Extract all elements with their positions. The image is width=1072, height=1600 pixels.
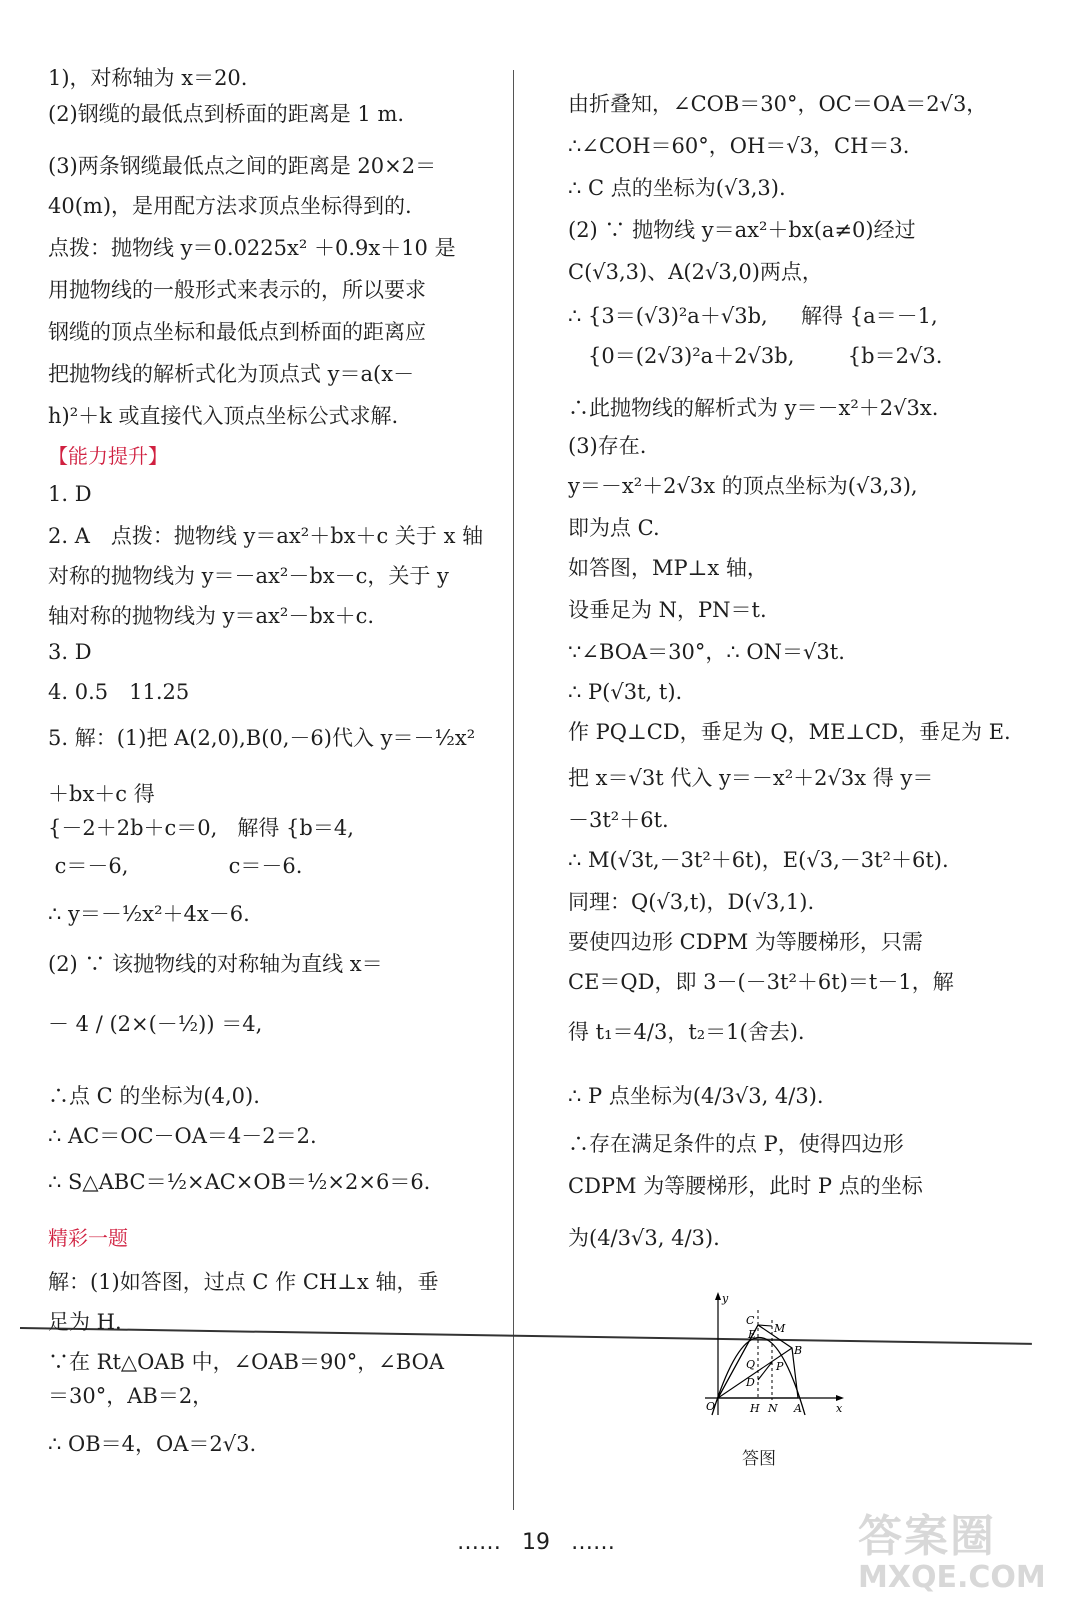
text-line: (2) ∵ 抛物线 y＝ax²＋bx(a≠0)经过 [568, 218, 916, 242]
text-line: 设垂足为 N，PN＝t. [568, 598, 767, 622]
text-line: 点拨：抛物线 y＝0.0225x² ＋0.9x＋10 是 [48, 236, 456, 260]
text-line: ∵在 Rt△OAB 中，∠OAB＝90°，∠BOA [48, 1350, 444, 1374]
text-line: ∴∠COH＝60°，OH＝√3，CH＝3. [568, 134, 910, 158]
figure-label: C [746, 1314, 755, 1327]
watermark-text: 答案圈 [858, 1511, 996, 1562]
figure-label: P [776, 1360, 784, 1373]
text-line: 作 PQ⊥CD，垂足为 Q，ME⊥CD，垂足为 E. [568, 720, 1011, 744]
y-arrow-icon [715, 1292, 721, 1300]
answer-item: 1. D [48, 482, 92, 506]
text-line: 如答图，MP⊥x 轴， [568, 556, 768, 580]
text-line: ∴ M(√3t,－3t²＋6t)，E(√3,－3t²＋6t). [568, 848, 949, 872]
text-line: c＝－6, c＝－6. [48, 854, 303, 878]
x-arrow-icon [836, 1395, 844, 1401]
text-line: CDPM 为等腰梯形，此时 P 点的坐标 [568, 1174, 923, 1198]
figure-caption: 答图 [742, 1449, 776, 1469]
line-ob [718, 1348, 792, 1398]
section-heading: 精彩一题 [48, 1226, 128, 1250]
text-line: 轴对称的抛物线为 y＝ax²－bx＋c. [48, 604, 375, 628]
text-line: ∴ S△ABC＝½×AC×OB＝½×2×6＝6. [48, 1170, 431, 1194]
text-line: 用抛物线的一般形式来表示的，所以要求 [48, 278, 426, 302]
figure-label: A [794, 1402, 802, 1415]
text-line: ＝30°，AB＝2， [48, 1384, 214, 1408]
figure-label: M [774, 1322, 786, 1335]
answer-figure [690, 1290, 850, 1425]
text-line: ∴ AC＝OC－OA＝4－2＝2. [48, 1124, 317, 1148]
watermark-url: MXQE.COM [858, 1560, 1046, 1595]
text-line: 要使四边形 CDPM 为等腰梯形，只需 [568, 930, 923, 954]
text-line: ∴ {3＝(√3)²a＋√3b, 解得 {a＝－1, [568, 304, 938, 328]
figure-label: H [750, 1402, 760, 1415]
page-number: 19 [522, 1530, 550, 1555]
text-line: 把 x＝√3t 代入 y＝－x²＋2√3x 得 y＝ [568, 766, 934, 790]
page-dots-right: …… [571, 1530, 615, 1555]
text-line: (2)钢缆的最低点到桥面的距离是 1 m. [48, 102, 405, 126]
text-line: － 4 / (2×(－½)) ＝4, [48, 1012, 263, 1036]
text-line: y＝－x²＋2√3x 的顶点坐标为(√3,3), [568, 474, 918, 498]
figure-label: O [706, 1400, 716, 1413]
text-line: 即为点 C. [568, 516, 660, 540]
text-line: {－2＋2b＋c＝0, 解得 {b＝4, [48, 816, 354, 840]
text-line: 由折叠知，∠COB＝30°，OC＝OA＝2√3， [568, 92, 988, 116]
section-heading: 【能力提升】 [48, 444, 168, 468]
fold-line [20, 1327, 1032, 1345]
text-line: 足为 H. [48, 1310, 122, 1334]
text-line: ∴ C 点的坐标为(√3,3). [568, 176, 786, 200]
page-dots-left: …… [457, 1530, 501, 1555]
watermark-logo [858, 1500, 1046, 1595]
text-line: ∴ OB＝4，OA＝2√3. [48, 1432, 257, 1456]
text-line: 1)，对称轴为 x＝20. [48, 66, 248, 90]
answer-item: 5. 解：(1)把 A(2,0),B(0,－6)代入 y＝－½x² [48, 726, 476, 750]
text-line: ∴ P(√3t, t). [568, 680, 683, 704]
column-divider [513, 70, 514, 1510]
text-line: 40(m)，是用配方法求顶点坐标得到的. [48, 194, 412, 218]
text-line: ∴点 C 的坐标为(4,0). [48, 1084, 260, 1108]
answer-item: 4. 0.5 11.25 [48, 680, 190, 704]
text-line: 得 t₁＝4/3，t₂＝1(舍去). [568, 1020, 805, 1044]
answer-item: 3. D [48, 640, 92, 664]
text-line: 钢缆的顶点坐标和最低点到桥面的距离应 [48, 320, 426, 344]
text-line: －3t²＋6t. [568, 808, 669, 832]
text-line: ＋bx＋c 得 [48, 782, 155, 806]
figure-label: E [748, 1328, 757, 1341]
text-line: 为(4/3√3, 4/3). [568, 1226, 720, 1250]
text-line: 解：(1)如答图，过点 C 作 CH⊥x 轴，垂 [48, 1270, 439, 1294]
text-line: (3)存在. [568, 434, 647, 458]
figure-label: B [794, 1344, 803, 1357]
text-line: (3)两条钢缆最低点之间的距离是 20×2＝ [48, 154, 437, 178]
text-line: 把抛物线的解析式化为顶点式 y＝a(x－ [48, 362, 415, 386]
text-line: 同理：Q(√3,t)，D(√3,1). [568, 890, 815, 914]
figure-label: D [746, 1376, 755, 1389]
answer-item: 2. A 点拨：抛物线 y＝ax²＋bx＋c 关于 x 轴 [48, 524, 484, 548]
text-line: ∴ P 点坐标为(4/3√3, 4/3). [568, 1084, 824, 1108]
text-line: {0＝(2√3)²a＋2√3b, {b＝2√3. [568, 344, 943, 368]
figure-label: N [768, 1402, 778, 1415]
text-line: ∴ y＝－½x²＋4x－6. [48, 902, 250, 926]
text-line: 对称的抛物线为 y＝－ax²－bx－c，关于 y [48, 564, 449, 588]
text-line: h)²＋k 或直接代入顶点坐标公式求解. [48, 404, 399, 428]
text-line: ∴此抛物线的解析式为 y＝－x²＋2√3x. [568, 396, 939, 420]
text-line: ∵∠BOA＝30°，∴ ON＝√3t. [568, 640, 845, 664]
text-line: C(√3,3)、A(2√3,0)两点， [568, 260, 823, 284]
text-line: ∴存在满足条件的点 P，使得四边形 [568, 1132, 904, 1156]
figure-label: Q [746, 1358, 756, 1371]
text-line: CE＝QD，即 3－(－3t²＋6t)＝t－1，解 [568, 970, 954, 994]
line-dp [758, 1362, 772, 1380]
figure-label: x [836, 1402, 843, 1415]
figure-label: y [722, 1292, 729, 1305]
text-line: (2) ∵ 该抛物线的对称轴为直线 x＝ [48, 952, 383, 976]
